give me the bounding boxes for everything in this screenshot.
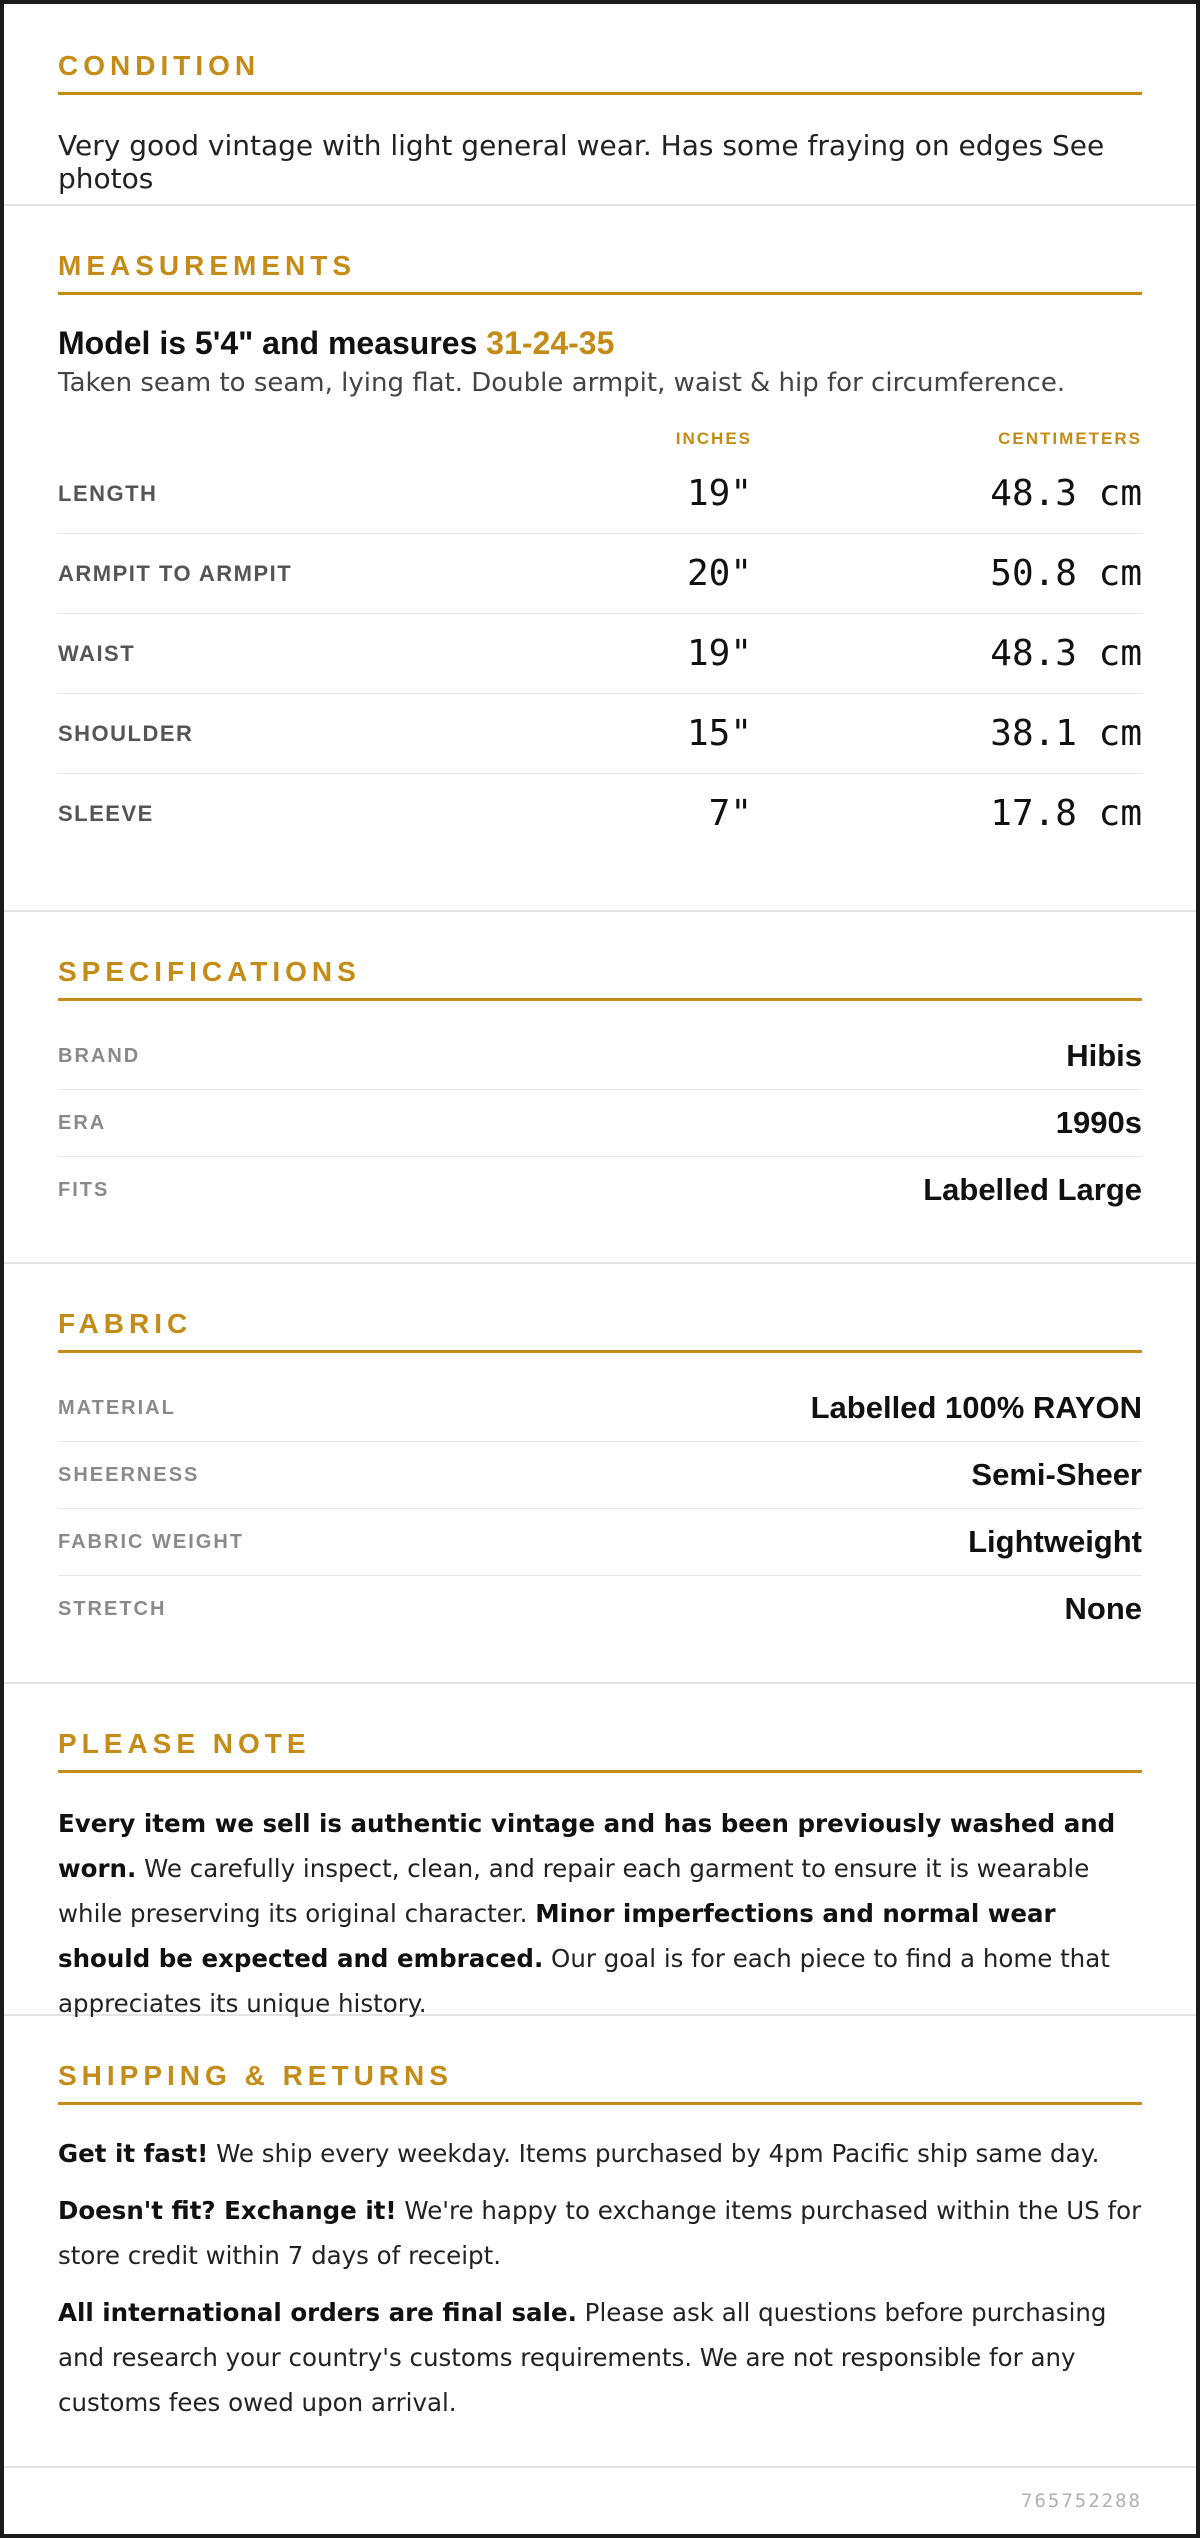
measurement-cm: 48.3 cm: [990, 633, 1142, 674]
shipping-text-2: We're happy to exchange items purchased within the US for store credit within 7 days of receipt.: [58, 2196, 1142, 2270]
measurements-table: [58, 424, 1142, 853]
shipping-returns-section: [4, 2016, 1196, 2468]
specifications-heading: SPECIFICATIONS: [58, 956, 1142, 1001]
measurement-cm: 50.8 cm: [990, 553, 1142, 594]
fabric-section: [4, 1264, 1196, 1684]
measurement-cm: 17.8 cm: [990, 793, 1142, 834]
measurement-label: SLEEVE: [58, 800, 154, 826]
fabric-value: None: [1064, 1591, 1142, 1626]
measurement-note: Taken seam to seam, lying flat. Double armpit, waist & hip for circumference.: [58, 368, 1066, 398]
fabric-key: STRETCH: [58, 1597, 167, 1620]
measurement-cm: 38.1 cm: [990, 713, 1142, 754]
spec-row-era: [58, 1090, 1142, 1157]
measurements-section: [4, 206, 1196, 912]
spec-row-brand: [58, 1023, 1142, 1090]
shipping-paragraph-1: [58, 2131, 1142, 2176]
measurement-row-length: [58, 454, 1142, 534]
condition-text: Very good vintage with light general wear. Has some fraying on edges See photos: [58, 129, 1105, 195]
spec-value: 1990s: [1055, 1105, 1142, 1140]
centimeters-column-header: CENTIMETERS: [998, 429, 1142, 448]
spec-value: Hibis: [1066, 1038, 1142, 1073]
shipping-bold-2: Doesn't fit? Exchange it!: [58, 2196, 397, 2225]
shipping-paragraph-2: [58, 2188, 1142, 2278]
shipping-bold-1: Get it fast!: [58, 2139, 209, 2168]
measurement-label: WAIST: [58, 640, 136, 666]
please-note-text: [58, 1801, 1142, 2026]
measurement-inches: 20": [686, 553, 752, 594]
spec-row-fits: [58, 1157, 1142, 1223]
fabric-value: Lightweight: [968, 1524, 1142, 1559]
fabric-row-material: [58, 1375, 1142, 1442]
measurement-inches: 19": [686, 473, 752, 514]
condition-section: [4, 4, 1196, 206]
spec-value: Labelled Large: [923, 1172, 1142, 1207]
shipping-paragraph-3: [58, 2290, 1142, 2425]
spec-key: ERA: [58, 1111, 107, 1134]
specifications-list: [58, 1023, 1142, 1223]
spec-key: FITS: [58, 1178, 110, 1201]
measurement-inches: 15": [686, 713, 752, 754]
fabric-list: [58, 1375, 1142, 1642]
note-bold-1: Every item we sell is authentic vintage and has been previously washed and worn.: [58, 1809, 1116, 1883]
footer: [4, 2468, 1196, 2538]
fabric-key: SHEERNESS: [58, 1463, 200, 1486]
shipping-text-3: Please ask all questions before purchasing and research your country's customs requirements. We are not responsible for any customs fees owed upon arrival.: [58, 2298, 1107, 2417]
measurement-row-shoulder: [58, 694, 1142, 774]
measurements-header-row: [58, 424, 1142, 454]
model-line: [58, 325, 1142, 362]
model-measures: 31-24-35: [486, 325, 615, 361]
note-text-2: Our goal is for each piece to find a home that appreciates its unique history.: [58, 1944, 1110, 2018]
measurement-inches: 19": [686, 633, 752, 674]
fabric-value: Semi-Sheer: [971, 1457, 1142, 1492]
spec-key: BRAND: [58, 1044, 141, 1067]
fabric-key: MATERIAL: [58, 1396, 176, 1419]
model-prefix: Model is 5'4" and measures: [58, 325, 487, 361]
condition-heading: CONDITION: [58, 50, 1142, 95]
measurement-inches: 7": [708, 793, 752, 834]
note-bold-2: Minor imperfections and normal wear should be expected and embraced.: [58, 1899, 1056, 1973]
measurement-row-armpit: [58, 534, 1142, 614]
fabric-row-sheerness: [58, 1442, 1142, 1509]
shipping-heading: SHIPPING & RETURNS: [58, 2060, 1142, 2105]
please-note-heading: PLEASE NOTE: [58, 1728, 1142, 1773]
note-text-1: We carefully inspect, clean, and repair each garment to ensure it is wearable while preserving its original character.: [58, 1854, 1090, 1928]
fabric-heading: FABRIC: [58, 1308, 1142, 1353]
fabric-value: Labelled 100% RAYON: [810, 1390, 1142, 1425]
measurement-row-sleeve: [58, 774, 1142, 853]
please-note-section: [4, 1684, 1196, 2016]
measurement-label: LENGTH: [58, 480, 158, 506]
specifications-section: [4, 912, 1196, 1264]
fabric-key: FABRIC WEIGHT: [58, 1530, 244, 1553]
inches-column-header: INCHES: [675, 429, 752, 448]
fabric-row-weight: [58, 1509, 1142, 1576]
measurement-label: SHOULDER: [58, 720, 194, 746]
fabric-row-stretch: [58, 1576, 1142, 1642]
measurement-cm: 48.3 cm: [990, 473, 1142, 514]
measurement-label: ARMPIT TO ARMPIT: [58, 560, 293, 586]
measurement-row-waist: [58, 614, 1142, 694]
item-id: 765752288: [1021, 2490, 1142, 2512]
shipping-text-1: We ship every weekday. Items purchased by 4pm Pacific ship same day.: [208, 2139, 1100, 2168]
measurements-heading: MEASUREMENTS: [58, 250, 1142, 295]
shipping-bold-3: All international orders are final sale.: [58, 2298, 577, 2327]
